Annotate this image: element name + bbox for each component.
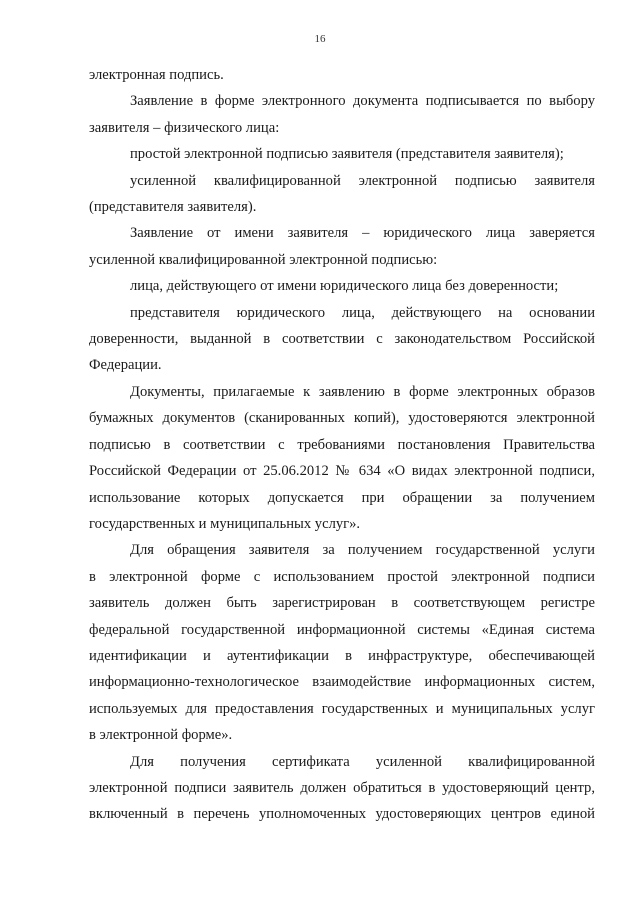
text-line: Для обращения заявителя за получением государственной услуги xyxy=(130,542,595,559)
text-line: в электронной форме с использованием простой электронной подписи xyxy=(89,568,595,585)
text-line: информационно-технологическое взаимодействие информационных систем, xyxy=(89,674,595,691)
text-line: использование которых допускается при обращении за получением xyxy=(89,489,595,506)
text-line: Для получения сертификата усиленной квалифицированной xyxy=(130,753,595,770)
body-text xyxy=(89,62,595,828)
text-line: лица, действующего от имени юридического лица без доверенности; xyxy=(130,278,559,295)
text-line: заявитель должен быть зарегистрирован в соответствующем регистре xyxy=(89,595,595,612)
text-line: представителя юридического лица, действующего на основании xyxy=(130,304,595,321)
text-line: идентификации и аутентификации в инфраструктуре, обеспечивающей xyxy=(89,647,595,664)
text-line: федеральной государственной информационной системы «Единая система xyxy=(89,621,595,638)
text-line: государственных и муниципальных услуг». xyxy=(89,515,361,532)
text-line: Федерации. xyxy=(89,357,162,374)
text-line: доверенности, выданной в соответствии с законодательством Российской xyxy=(89,331,595,348)
text-line: электронная подпись. xyxy=(89,67,224,83)
text-line: заявителя – физического лица: xyxy=(89,119,280,136)
text-line: (представителя заявителя). xyxy=(89,199,257,216)
text-line: подписью в соответствии с требованиями постановления Правительства xyxy=(89,436,595,453)
text-line: Заявление от имени заявителя – юридического лица заверяется xyxy=(130,225,595,242)
text-line: Заявление в форме электронного документа подписывается по выбору xyxy=(130,93,595,110)
text-line: усиленной квалифицированной электронной подписью заявителя xyxy=(130,172,595,189)
text-line: электронной подписи заявитель должен обратиться в удостоверяющий центр, xyxy=(89,779,595,796)
text-line: Документы, прилагаемые к заявлению в форме электронных образов xyxy=(130,383,595,400)
page-number: 16 xyxy=(314,33,326,45)
text-line: усиленной квалифицированной электронной подписью: xyxy=(89,251,438,268)
text-line: Российской Федерации от 25.06.2012 № 634 «О видах электронной подписи, xyxy=(89,463,595,480)
text-line: используемых для предоставления государственных и муниципальных услуг xyxy=(89,700,595,717)
text-line: включенный в перечень уполномоченных удостоверяющих центров единой xyxy=(89,806,595,823)
text-line: простой электронной подписью заявителя (представителя заявителя); xyxy=(130,146,564,163)
text-line: бумажных документов (сканированных копий), удостоверяются электронной xyxy=(89,410,595,427)
text-line: в электронной форме». xyxy=(89,727,233,744)
